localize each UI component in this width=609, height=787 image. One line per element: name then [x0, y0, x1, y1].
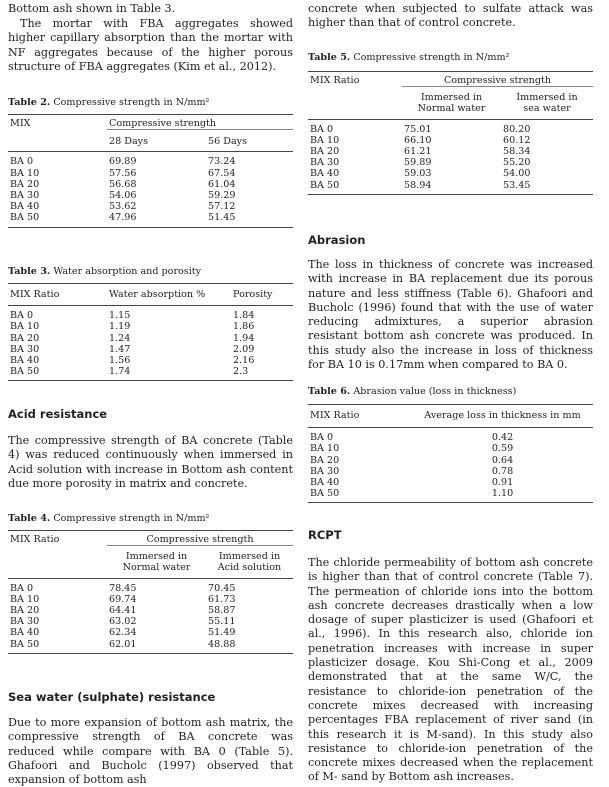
table-row [8, 212, 293, 227]
table-row [308, 455, 593, 466]
table-2-caption [8, 97, 293, 109]
table-6-title: Abrasion value (loss in thickness) [353, 386, 517, 397]
table-4-label: Table 4. [8, 513, 51, 524]
table-cell: BA 40 [310, 168, 340, 180]
table-cell: 55.11 [208, 616, 236, 628]
table-cell: BA 50 [10, 366, 40, 378]
table-4-body [8, 578, 293, 653]
table-cell: BA 20 [310, 146, 340, 158]
table-row [8, 201, 293, 212]
table-row [8, 616, 293, 627]
table-cell: 54.06 [109, 190, 137, 202]
paragraph-acid: The compressive strength of BA concrete (Table 4) was reduced continuously when immersed in Acid solution with increase in Bottom ash content due more porosity in matrix and concrete. [8, 434, 293, 490]
table-cell: BA 40 [10, 201, 40, 213]
paragraph-rcpt: The chloride permeability of bottom ash concrete is higher than that of control concrete (Table 7). The permeation of chloride ions into the bottom ash concrete decreases drastically when a low dosage of super plasticizer is used (Ghafoori et al., 1996). In this research also, chloride ion penetration increases with increase in super plasticizer dosage. Kou Shi-Cong et al., 2009 demonstrated that at the same W/C, the resistance to chloride-ion penetration of the concrete mixes decreased with increasing percentages FBA replacement of river sand (in this research it is M-sand). In this study also resistance to chloride-ion penetration of the concrete mixes decreased when the replacement of M- sand by Bottom ash increases. [308, 556, 593, 784]
table-cell: 48.88 [208, 638, 236, 650]
table-cell: 1.84 [233, 310, 255, 322]
table-cell: BA 0 [10, 156, 34, 168]
table-cell: 1.19 [109, 321, 131, 333]
table-cell: 67.54 [208, 167, 236, 179]
table-cell: 59.29 [208, 190, 236, 202]
table-4-header-acid [206, 546, 293, 578]
table-5-label: Table 5. [308, 52, 351, 63]
table-4-header-mix: MIX Ratio [10, 534, 60, 545]
table-cell: BA 0 [310, 123, 334, 135]
table-5-header-sea [501, 87, 593, 119]
table-4-title: Compressive strength in N/mm² [53, 513, 210, 524]
paragraph-intro: Bottom ash shown in Table 3. [8, 2, 176, 15]
table-3-label: Table 3. [8, 266, 51, 277]
table-cell: BA 50 [10, 638, 40, 650]
table-cell: 0.64 [491, 454, 514, 466]
table-cell: BA 30 [310, 465, 340, 477]
table-6-body [308, 428, 593, 503]
table-cell: 73.24 [208, 156, 236, 168]
table-row [308, 168, 593, 179]
table-2-title: Compressive strength in N/mm² [53, 97, 210, 108]
table-cell: 80.20 [503, 123, 531, 135]
table-row [8, 366, 293, 381]
table-row [8, 333, 293, 344]
table-cell: 1.24 [109, 332, 131, 344]
paragraph-abrasion: The loss in thickness of concrete was increased with increase in BA replacement due its porous nature and less stiffness (Table 6). Ghafoori and Bucholc (1996) found that with the use of water reducing admixtures, a superior abrasion resistant bottom ash concrete was produced. In this study also the increase in loss of thickness for BA 10 is 0.17mm when compared to BA 0. [308, 258, 593, 372]
table-4 [8, 530, 293, 654]
table-row [308, 443, 593, 454]
table-row [308, 428, 593, 444]
table-cell: 1.10 [491, 488, 514, 500]
table-cell: BA 20 [10, 605, 40, 617]
table-3-caption [8, 266, 293, 278]
table-cell: 59.89 [404, 157, 432, 169]
table-6-header-loss: Average loss in thickness in mm [424, 410, 581, 421]
heading-acid-resistance: Acid resistance [8, 407, 108, 421]
table-4-header-group: Compressive strength [146, 534, 254, 545]
table-cell: 53.62 [109, 201, 137, 213]
table-cell: 0.42 [491, 432, 514, 444]
table-cell: BA 20 [310, 454, 340, 466]
paragraph-continued: concrete when subjected to sulfate attack was higher than that of control concrete. [308, 2, 593, 30]
table-row [8, 605, 293, 616]
table-row [8, 190, 293, 201]
heading-abrasion: Abrasion [308, 233, 366, 247]
table-cell: 1.86 [233, 321, 255, 333]
table-cell: 1.94 [233, 332, 255, 344]
table-cell: 2.09 [233, 343, 255, 355]
table-cell: BA 10 [10, 593, 40, 605]
table-5-header-normal-line1: Immersed in [420, 92, 483, 104]
heading-sea-water: Sea water (sulphate) resistance [8, 690, 216, 704]
table-cell: BA 50 [10, 212, 40, 224]
table-5 [308, 71, 593, 195]
table-row [308, 466, 593, 477]
table-3-header-porosity: Porosity [233, 289, 273, 300]
table-row [308, 157, 593, 168]
table-cell: BA 20 [10, 332, 40, 344]
table-cell: BA 10 [10, 167, 40, 179]
table-5-header-normal [402, 87, 501, 119]
table-cell: 63.02 [109, 616, 137, 628]
table-3-header-water: Water absorption % [109, 289, 206, 300]
table-cell: BA 50 [310, 179, 340, 191]
table-cell: 0.91 [491, 477, 514, 489]
table-5-header-group: Compressive strength [443, 75, 552, 86]
table-cell: 0.59 [491, 443, 514, 455]
table-2-body [8, 152, 293, 227]
table-cell: 64.41 [109, 605, 137, 617]
table-cell: BA 30 [310, 157, 340, 169]
table-row [8, 306, 293, 322]
table-row [308, 180, 593, 195]
table-2 [8, 114, 293, 228]
table-4-header-acid-line2: Acid solution [217, 562, 282, 574]
table-cell: 58.87 [208, 605, 236, 617]
table-4-header-acid-line1: Immersed in [218, 551, 281, 563]
table-cell: 58.94 [404, 179, 432, 191]
table-cell: 61.04 [208, 178, 236, 190]
table-cell: 61.73 [208, 593, 236, 605]
table-4-header-normal [107, 546, 206, 578]
table-cell: 58.34 [503, 146, 531, 158]
table-row [308, 477, 593, 488]
table-cell: BA 30 [10, 616, 40, 628]
table-row [8, 627, 293, 638]
table-cell: 75.01 [404, 123, 432, 135]
table-row [308, 135, 593, 146]
table-6-caption [308, 386, 593, 398]
table-cell: 56.68 [109, 178, 137, 190]
table-cell: 78.45 [109, 582, 137, 594]
table-cell: BA 40 [10, 627, 40, 639]
table-cell: BA 0 [10, 582, 34, 594]
table-row [8, 179, 293, 190]
table-6 [308, 404, 593, 503]
table-cell: 1.74 [109, 366, 131, 378]
table-5-title: Compressive strength in N/mm² [353, 52, 510, 63]
table-cell: 1.15 [109, 310, 131, 322]
table-row [8, 321, 293, 332]
table-row [8, 578, 293, 594]
table-cell: 69.74 [109, 593, 137, 605]
paragraph-sea: Due to more expansion of bottom ash matrix, the compressive strength of BA concrete was reduced while compare with BA 0 (Table 5). Ghafoori and Bucholc (1997) observed that expansion of bottom ash [8, 716, 293, 787]
table-cell: BA 0 [10, 310, 34, 322]
table-cell: BA 40 [310, 477, 340, 489]
table-5-body [308, 119, 593, 194]
table-cell: 69.89 [109, 156, 137, 168]
table-cell: 70.45 [208, 582, 236, 594]
table-row [8, 639, 293, 654]
table-cell: 66.10 [404, 134, 432, 146]
table-row [308, 488, 593, 503]
table-3-title: Water absorption and porosity [53, 266, 202, 277]
table-cell: BA 0 [310, 432, 334, 444]
table-4-caption [8, 513, 293, 525]
table-4-header-normal-line1: Immersed in [125, 551, 188, 563]
table-cell: 60.12 [503, 134, 531, 146]
table-cell: BA 10 [10, 321, 40, 333]
table-2-header-56days: 56 Days [206, 130, 293, 152]
table-2-header-group: Compressive strength [109, 118, 217, 129]
table-cell: 62.01 [109, 638, 137, 650]
table-3 [8, 283, 293, 381]
table-4-header-normal-line2: Normal water [122, 562, 191, 574]
table-row [8, 152, 293, 168]
table-cell: 55.20 [503, 157, 531, 169]
table-cell: 51.45 [208, 212, 236, 224]
table-5-caption [308, 52, 593, 64]
table-row [8, 344, 293, 355]
paragraph-fba: The mortar with FBA aggregates showed higher capillary absorption than the mortar with NF aggregates because of the higher porous structure of FBA aggregates (Kim et al., 2012). [8, 17, 293, 73]
table-2-header-28days: 28 Days [107, 130, 206, 152]
table-cell: BA 30 [10, 190, 40, 202]
table-cell: 57.12 [208, 201, 236, 213]
table-cell: BA 50 [310, 488, 340, 500]
table-cell: BA 10 [310, 443, 340, 455]
table-cell: 57.56 [109, 167, 137, 179]
table-cell: 47.96 [109, 212, 137, 224]
table-5-header-sea-line2: sea water [523, 103, 571, 115]
table-cell: BA 40 [10, 355, 40, 367]
table-cell: 1.47 [109, 343, 131, 355]
table-cell: BA 30 [10, 343, 40, 355]
table-6-header-mix: MIX Ratio [310, 410, 360, 421]
table-2-header-mix: MIX [10, 118, 31, 129]
table-row [8, 168, 293, 179]
table-row [8, 355, 293, 366]
table-row [8, 594, 293, 605]
table-3-body [8, 306, 293, 381]
table-cell: 59.03 [404, 168, 432, 180]
table-cell: BA 20 [10, 178, 40, 190]
table-cell: 51.49 [208, 627, 236, 639]
table-6-label: Table 6. [308, 386, 351, 397]
table-cell: 61.21 [404, 146, 432, 158]
table-3-header-mix: MIX Ratio [10, 289, 60, 300]
table-2-label: Table 2. [8, 97, 51, 108]
heading-rcpt: RCPT [308, 528, 342, 542]
table-cell: 2.16 [233, 355, 255, 367]
table-cell: 54.00 [503, 168, 531, 180]
table-cell: 62.34 [109, 627, 137, 639]
table-cell: 2.3 [233, 366, 249, 378]
table-cell: 1.56 [109, 355, 131, 367]
table-5-header-sea-line1: Immersed in [516, 92, 578, 104]
table-cell: BA 10 [310, 134, 340, 146]
table-cell: 0.78 [491, 465, 514, 477]
table-row [308, 146, 593, 157]
table-5-header-normal-line2: Normal water [417, 103, 486, 115]
table-5-header-mix: MIX Ratio [310, 75, 360, 86]
table-row [308, 119, 593, 135]
table-cell: 53.45 [503, 179, 531, 191]
